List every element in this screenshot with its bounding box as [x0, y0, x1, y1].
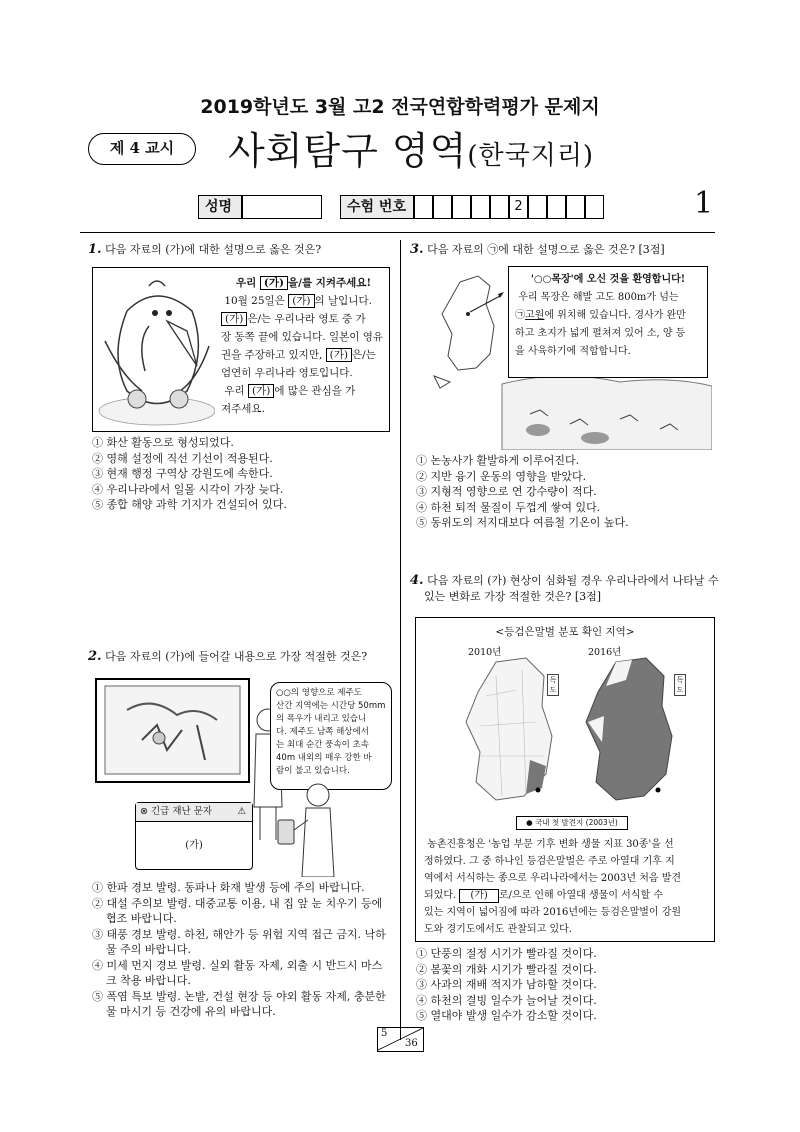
q1-option[interactable]: ② 영해 설정에 직선 기선이 적용된다. — [92, 451, 273, 465]
q3-sign-line: 에 위치해 있습니다. 경사가 완만 — [544, 310, 686, 321]
q4-option[interactable]: ③ 사과의 재배 적지가 남하할 것이다. — [416, 978, 597, 991]
q2-option[interactable]: ④ 미세 먼지 경보 발령. 실외 활동 자제, 외출 시 반드시 마스 — [92, 958, 383, 972]
speech-line: 람이 불고 있습니다. — [276, 766, 350, 776]
q3-stem — [410, 242, 715, 258]
exam-number-digit[interactable] — [566, 195, 585, 219]
name-field[interactable] — [242, 195, 322, 219]
q2-option[interactable]: ⑤ 폭염 특보 발령. 논밭, 건설 현장 등 야외 활동 자제, 충분한 — [92, 989, 386, 1003]
q1-poster-title — [221, 274, 386, 292]
q2-number: 2. — [88, 649, 102, 664]
q1-line: 져주세요. — [221, 403, 265, 415]
tv-screen — [95, 678, 250, 783]
q4-passage-line: 역에서 서식하는 종으로 우리나라에서는 2003년 처음 발견 — [424, 873, 682, 884]
q2-option[interactable]: ① 한파 경보 발령. 동파나 화재 발생 등에 주의 바랍니다. — [92, 881, 365, 894]
subject-title — [228, 120, 594, 175]
q4-passage — [424, 836, 710, 938]
q3-option[interactable]: ④ 하천 퇴적 물질이 두껍게 쌓여 있다. — [416, 500, 601, 514]
q4-stem-line-1: 다음 자료의 (가) 현상이 심화될 경우 우리나라에서 나타날 수 — [427, 574, 719, 587]
exam-number-digit[interactable]: 2 — [509, 195, 528, 219]
q1-options — [92, 435, 287, 513]
q4-stem — [410, 573, 720, 605]
q1-poster — [92, 267, 390, 432]
map-legend: ● 국내 첫 발견지 (2003년) — [516, 816, 628, 830]
q1-blank: (가) — [288, 294, 314, 308]
speech-line: 의 폭우가 내리고 있습니 — [276, 714, 367, 724]
page-counter — [377, 1027, 424, 1052]
q3-sign-title: '○○목장'에 오신 것을 환영합니다! — [530, 274, 686, 285]
q2-illustration — [90, 672, 395, 877]
q1-line: 우리 — [224, 385, 245, 397]
q2-option[interactable]: 물 주의 바랍니다. — [92, 943, 191, 956]
q2-option[interactable]: ③ 태풍 경보 발령. 하천, 해안가 등 위험 지역 접근 금지. 낙하 — [92, 927, 386, 941]
dokdo-label-2016: 독도 — [674, 674, 686, 696]
warning-icon: ⚠ — [237, 806, 246, 817]
page-number: 1 — [694, 186, 714, 221]
page-current: 5 — [381, 1028, 388, 1039]
q1-line: 은/는 우리나라 영토 중 가 — [247, 313, 366, 325]
q4-passage-line: 로/으로 인해 아열대 생물이 서식할 수 — [498, 890, 663, 901]
page-total: 36 — [405, 1038, 418, 1049]
q3-sign-line: 을 사육하기에 적합합니다. — [515, 346, 631, 357]
alert-header — [136, 803, 252, 822]
close-icon: ⊗ — [140, 806, 148, 817]
q1-poster-text — [221, 274, 386, 418]
q3-option[interactable]: ③ 지형적 영향으로 연 강수량이 적다. — [416, 485, 597, 498]
q1-stem-text: 다음 자료의 (가)에 대한 설명으로 옳은 것은? — [105, 243, 322, 256]
bird-mascot-illustration — [97, 271, 215, 431]
q1-line: 에 많은 관심을 가 — [274, 385, 356, 397]
q1-line: 엄연히 우리나라 영토입니다. — [221, 367, 353, 379]
q1-stem — [88, 242, 393, 258]
q1-option[interactable]: ④ 우리나라에서 일몰 시각이 가장 늦다. — [92, 482, 284, 496]
column-divider — [400, 240, 401, 1040]
q4-option[interactable]: ① 단풍의 절정 시기가 빨라질 것이다. — [416, 947, 597, 960]
q4-passage-prefix: 되었다. — [424, 890, 457, 901]
person-with-phone — [268, 780, 348, 877]
q3-option[interactable]: ① 논농사가 활발하게 이루어진다. — [416, 454, 580, 467]
q2-stem-text: 다음 자료의 (가)에 들어갈 내용으로 가장 적절한 것은? — [105, 650, 368, 663]
q4-panel — [415, 617, 715, 942]
q3-option[interactable]: ⑤ 동위도의 저지대보다 여름철 기온이 높다. — [416, 516, 629, 529]
exam-number-digit[interactable] — [490, 195, 509, 219]
q3-sign-line: 우리 목장은 해발 고도 800m가 넘는 — [518, 292, 679, 303]
session-badge: 제 4 교시 — [88, 133, 196, 165]
exam-number-digit[interactable] — [585, 195, 604, 219]
speech-line: ○○의 영향으로 제주도 — [276, 688, 362, 698]
q4-option[interactable]: ⑤ 열대야 발생 일수가 감소할 것이다. — [416, 1009, 597, 1022]
q4-blank: (가) — [459, 889, 498, 903]
exam-number-digit[interactable] — [414, 195, 433, 219]
q3-option[interactable]: ② 지반 융기 운동의 영향을 받았다. — [416, 469, 587, 483]
q1-option[interactable]: ⑤ 종합 해양 과학 기지가 건설되어 있다. — [92, 498, 287, 511]
map-year-2010: 2010년 — [468, 647, 502, 658]
q2-stem — [88, 649, 393, 665]
candidate-info-bar — [198, 195, 604, 219]
q4-passage-line: 농촌진흥청은 '농업 부문 기후 변화 생물 지표 30종'을 선 — [427, 839, 674, 850]
exam-number-digit[interactable] — [471, 195, 490, 219]
q1-option[interactable]: ③ 현재 행정 구역상 강원도에 속한다. — [92, 467, 273, 480]
q3-options — [416, 453, 629, 531]
q3-illustration — [420, 264, 712, 450]
speech-line: 산간 지역에는 시간당 50mm — [276, 701, 386, 711]
q1-line: 은/는 — [352, 349, 376, 361]
q1-title-part-a: 우리 — [235, 277, 257, 289]
q3-stem-text: 다음 자료의 ㉠에 대한 설명으로 옳은 것은? [3점] — [427, 243, 665, 256]
exam-number-field[interactable] — [414, 195, 604, 219]
map-year-2016: 2016년 — [588, 647, 622, 658]
q4-number: 4. — [410, 573, 424, 588]
exam-number-digit[interactable] — [528, 195, 547, 219]
exam-number-digit[interactable] — [452, 195, 471, 219]
q4-option[interactable]: ④ 하천의 결빙 일수가 늘어날 것이다. — [416, 993, 597, 1007]
q3-highland: 고원 — [525, 310, 545, 321]
q1-line: 의 날입니다. — [314, 295, 372, 307]
q1-line: 장 동쪽 끝에 있습니다. 일본이 영유 — [221, 331, 384, 343]
q1-line: 10월 25일은 — [224, 295, 285, 307]
q1-number: 1. — [88, 242, 102, 257]
exam-number-digit[interactable] — [433, 195, 452, 219]
header-rule — [80, 232, 715, 233]
q4-passage-line: 정하였다. 그 중 하나인 등검은말벌은 주로 아열대 기후 지 — [424, 856, 675, 867]
q4-passage-line: 있는 지역이 넓어짐에 따라 2016년에는 등검은말벌이 강원 — [424, 907, 682, 918]
q2-option[interactable]: 협조 바랍니다. — [92, 912, 177, 925]
speech-bubble — [270, 682, 392, 790]
speech-line: 40m 내외의 매우 강한 바 — [276, 753, 372, 763]
subject-main: 사회탐구 영역 — [228, 129, 468, 173]
subject-sub: (한국지리) — [467, 141, 595, 171]
q2-option[interactable]: 물 마시기 등 건강에 유의 바랍니다. — [92, 1005, 276, 1018]
name-label: 성명 — [198, 195, 242, 219]
speech-line: 는 최대 순간 풍속이 초속 — [276, 740, 369, 750]
q2-options — [92, 880, 386, 1020]
q1-blank: (가) — [326, 348, 352, 362]
q3-sign — [508, 266, 708, 378]
q1-line: 권을 주장하고 있지만, — [221, 349, 323, 361]
q3-marker: ㉠ — [515, 310, 525, 321]
alert-body: (가) — [185, 840, 203, 851]
map-2016 — [576, 656, 686, 806]
q2-option[interactable]: 크 착용 바랍니다. — [92, 974, 191, 987]
dokdo-label-2010: 독도 — [547, 674, 559, 696]
q1-blank: (가) — [260, 276, 288, 290]
q3-sign-line: 하고 초지가 넓게 펼쳐져 있어 소, 양 등 — [515, 328, 686, 339]
q4-options — [416, 946, 597, 1024]
q1-blank: (가) — [248, 384, 274, 398]
storm-scene-illustration — [97, 680, 248, 781]
q4-map-title: <등검은말벌 분포 확인 지역> — [495, 626, 635, 638]
speech-line: 다. 제주도 남쪽 해상에서 — [276, 727, 369, 737]
q1-title-part-b: 을/를 지켜주세요! — [287, 277, 372, 289]
q4-option[interactable]: ② 봄꽃의 개화 시기가 빨라질 것이다. — [416, 962, 597, 976]
exam-number-digit[interactable] — [547, 195, 566, 219]
q4-passage-line: 도와 경기도에서도 관찰되고 있다. — [424, 924, 572, 935]
emergency-alert-message — [135, 802, 253, 870]
q3-number: 3. — [410, 242, 424, 257]
q1-option[interactable]: ① 화산 활동으로 형성되었다. — [92, 436, 234, 449]
q1-blank: (가) — [221, 312, 247, 326]
q4-stem-line-2: 있는 변화로 가장 적절한 것은? [3점] — [424, 590, 602, 603]
q2-option[interactable]: ② 대설 주의보 발령. 대중교통 이용, 내 집 앞 눈 치우기 등에 — [92, 896, 383, 910]
alert-title: 긴급 재난 문자 — [151, 806, 213, 817]
exam-number-label: 수험 번호 — [340, 195, 414, 219]
exam-header-title: 2019학년도 3월 고2 전국연합학력평가 문제지 — [200, 96, 600, 118]
